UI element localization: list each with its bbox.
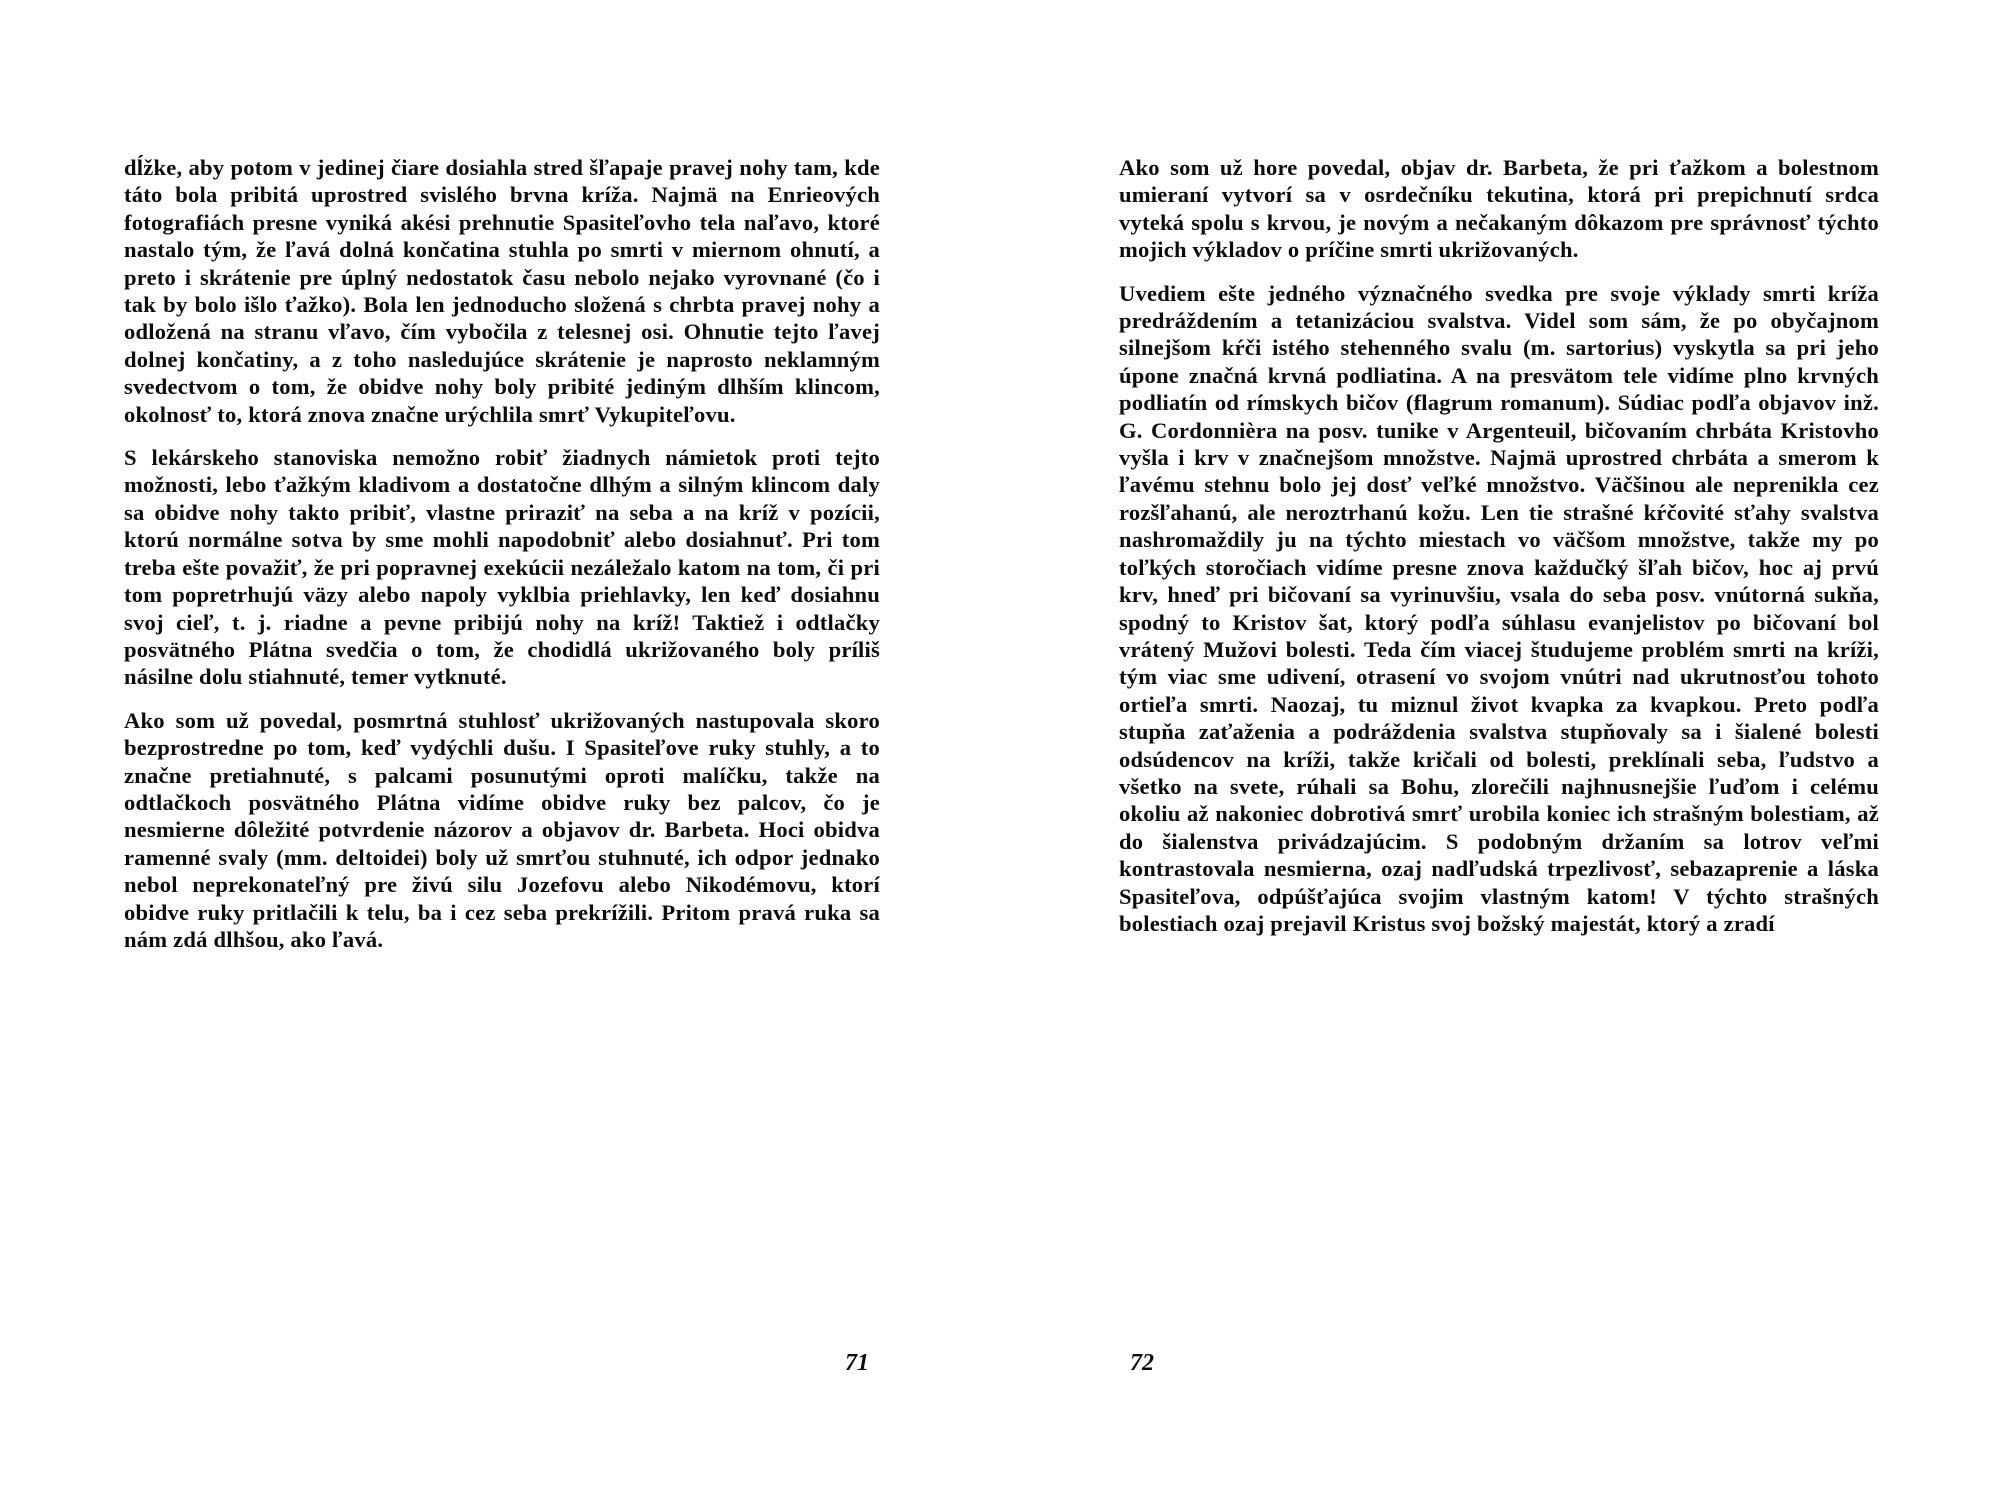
paragraph: Uvediem ešte jedného význačného svedka pre svoje výklady smrti kríža predráždením a tetanizáciou svalstva. Videl som sám, že po obyčajnom silnejšom kŕči istého stehenného svalu (m. sartorius) vyskytla sa pri jeho úpone značná krvná podliatina. A na presvätom tele vidíme plno krvných podliatín od rímskych bičov (flagrum romanum). Súdiac podľa objavov inž. G. Cordonnièra na posv. tunike v Argenteuil, bičovaním chrbáta Kristovho vyšla i krv v značnejšom množstve. Najmä uprostred chrbáta a smerom k ľavému stehnu bolo jej dosť veľké množstvo. Väčšinou ale neprenikla cez rozšľahanú, ale neroztrhanú kožu. Len tie strašné kŕčovité sťahy svalstva nashromaždily ju na týchto miestach vo väčšom množstve, takže my po toľkých storočiach vidíme presne znova každučký šľah bičov, hoc aj prvú krv, hneď pri bičovaní sa vyrinuvšiu, vsala do seba posv. vnútorná sukňa, spodný to Kristov šat, ktorý podľa súhlasu evanjelistov po bičovaní bol vrátený Mužovi bolesti. Teda čím viacej študujeme problém smrti na kríži, tým viac sme udivení, otrasení vo svojom vnútri nad ukrutnosťou tohoto ortieľa smrti. Naozaj, tu miznul život kvapka za kvapkou. Preto podľa stupňa zaťaženia a podráždenia svalstva stupňovaly sa i šialené bolesti odsúdencov na kríži, takže kričali od bolesti, preklínali seba, ľudstvo a všetko na svete, rúhali sa Bohu, zlorečili najhnusnejšie ľuďom i celému okoliu až nakoniec dobrotivá smrť urobila koniec ich strašným bolestiam, až do šialenstva privádzajúcim. S podobným držaním sa lotrov veľmi kontrastovala nesmierna, ozaj nadľudská trpezlivosť, sebazaprenie a láska Spasiteľova, odpúšťajúca svojim vlastným katom! V týchto strašných bolestiach ozaj prejavil Kristus svoj božský majestát, ktorý a zradí [1119, 280, 1879, 936]
right-page [998, 0, 1996, 1500]
left-page-text [124, 154, 880, 969]
page-number: 72 [1130, 1350, 1154, 1376]
paragraph: Ako som už hore povedal, objav dr. Barbeta, že pri ťažkom a bolestnom umieraní vytvorí sa v osrdečníku tekutina, ktorá pri prepichnutí srdca vyteká spolu s krvou, je novým a nečakaným dôkazom pre správnosť týchto mojich výkladov o príčine smrti ukrižovaných. [1119, 155, 1879, 263]
paragraph: S lekárskeho stanoviska nemožno robiť žiadnych námietok proti tejto možnosti, lebo ťažkým kladivom a dostatočne dlhým a silným klincom daly sa obidve nohy takto pribiť, vlastne priraziť na seba a na kríž v pozícii, ktorú normálne sotva by sme mohli napodobniť alebo dosiahnuť. Pri tom treba ešte považiť, že pri popravnej exekúcii nezáležalo katom na tom, či pri tom popretrhujú väzy alebo napoly vyklbia priehlavky, len keď dosiahnu svoj cieľ, t. j. riadne a pevne pribijú nohy na kríž! Taktiež i odtlačky posvätného Plátna svedčia o tom, že chodidlá ukrižovaného boly príliš násilne dolu stiahnuté, temer vytknuté. [124, 445, 880, 690]
right-page-text [1119, 154, 1879, 953]
page-number: 71 [845, 1350, 869, 1376]
paragraph: dĺžke, aby potom v jedinej čiare dosiahla stred šľapaje pravej nohy tam, kde táto bola pribitá uprostred svislého brvna kríža. Najmä na Enrieových fotografiách presne vyniká akési prehnutie Spasiteľovho tela naľavo, ktoré nastalo tým, že ľavá dolná končatina stuhla po smrti v miernom ohnutí, a preto i skrátenie pre úplný nedostatok času nebolo nejako vyrovnané (čo i tak by bolo išlo ťažko). Bola len jednoducho složená s chrbta pravej nohy a odložená na stranu vľavo, čím vybočila z telesnej osi. Ohnutie tejto ľavej dolnej končatiny, a z toho nasledujúce skrátenie je naprosto neklamným svedectvom o tom, že obidve nohy boly pribité jediným dlhším klincom, okolnosť to, ktorá znova značne urýchlila smrť Vykupiteľovu. [124, 155, 880, 427]
paragraph: Ako som už povedal, posmrtná stuhlosť ukrižovaných nastupovala skoro bezprostredne po tom, keď vydýchli dušu. I Spasiteľove ruky stuhly, a to značne pretiahnuté, s palcami posunutými oproti malíčku, takže na odtlačkoch posvätného Plátna vidíme obidve ruky bez palcov, čo je nesmierne dôležité potvrdenie názorov a objavov dr. Barbeta. Hoci obidva ramenné svaly (mm. deltoidei) boly už smrťou stuhnuté, ich odpor jednako nebol neprekonateľný pre živú silu Jozefovu alebo Nikodémovu, ktorí obidve ruky pritlačili k telu, ba i cez seba prekrížili. Pritom pravá ruka sa nám zdá dlhšou, ako ľavá. [124, 707, 880, 952]
